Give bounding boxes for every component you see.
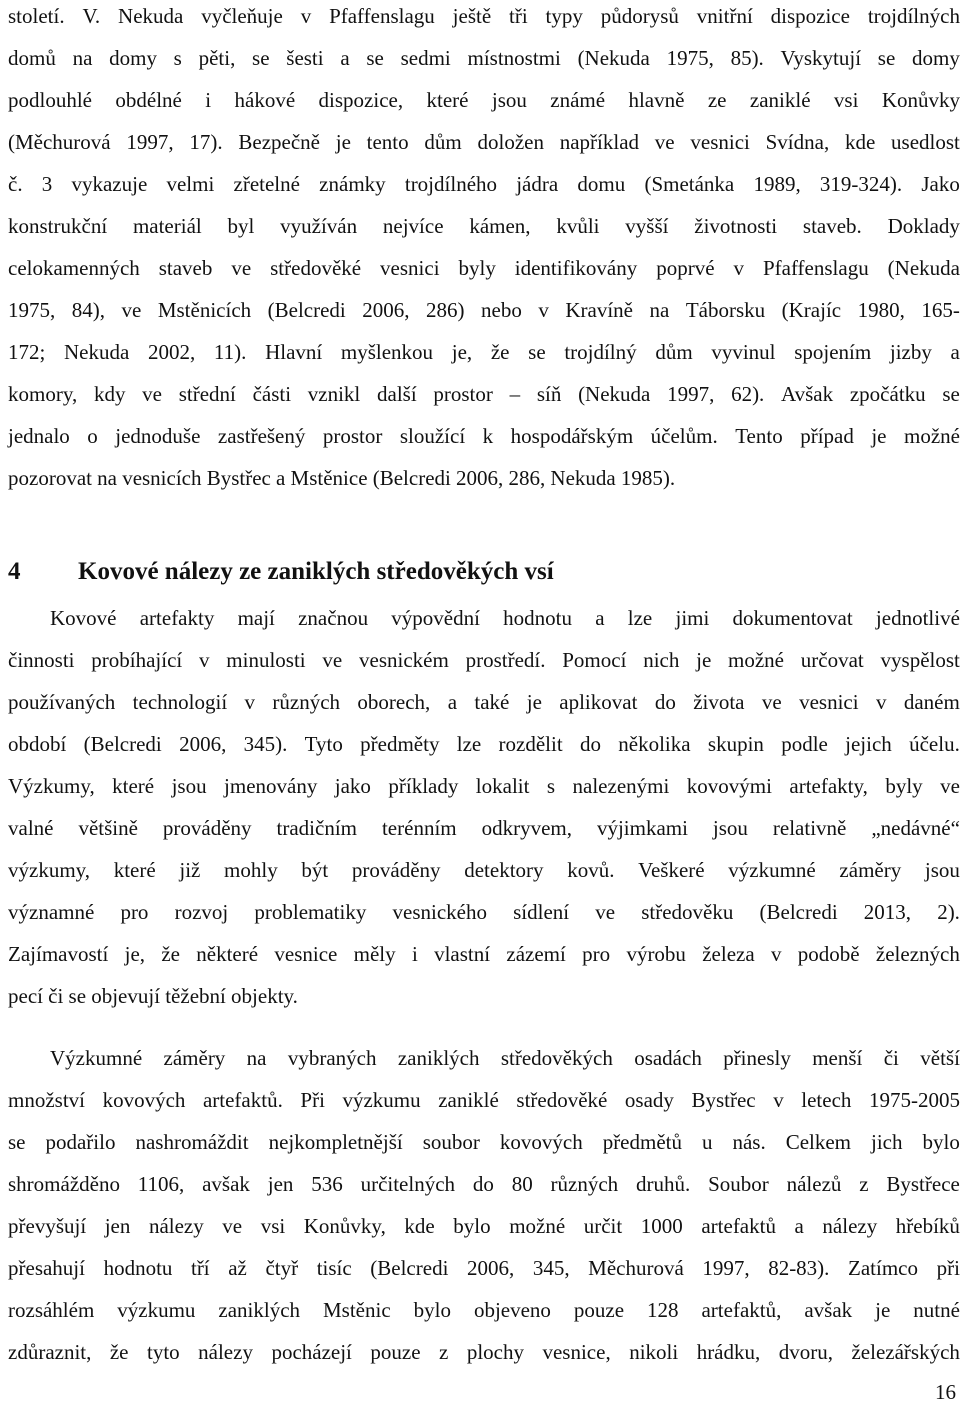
text-line: období (Belcredi 2006, 345). Tyto předměty lze rozdělit do několika skupin podle jejich účelu. (8, 732, 960, 756)
text-line: komory, kdy ve střední části vznikl další prostor – síň (Nekuda 1997, 62). Avšak zpočátku se (8, 382, 960, 406)
text-line: používaných technologií v různých oborech, a také je aplikovat do života ve vesnici v daném (8, 690, 960, 714)
text-line: celokamenných staveb ve středověké vesnici byly identifikovány poprvé v Pfaffenslagu (Nekuda (8, 256, 960, 280)
text-line: rozsáhlém výzkumu zaniklých Mstěnic bylo objeveno pouze 128 artefaktů, avšak je nutné (8, 1298, 960, 1322)
text-line: pozorovat na vesnicích Bystřec a Mstěnice (Belcredi 2006, 286, Nekuda 1985). (8, 466, 676, 490)
text-line: podlouhlé obdélné i hákové dispozice, které jsou známé hlavně ze zaniklé vsi Konůvky (8, 88, 960, 112)
section-title: Kovové nálezy ze zaniklých středověkých vsí (78, 558, 554, 585)
text-line: převyšují jen nálezy ve vsi Konůvky, kde bylo možné určit 1000 artefaktů a nálezy hřebíků (8, 1214, 960, 1238)
text-line: domů na domy s pěti, se šesti a se sedmi místnostmi (Nekuda 1975, 85). Vyskytují se domy (8, 46, 960, 70)
text-line: konstrukční materiál byl využíván nejvíce kámen, kvůli vyšší životnosti staveb. Doklady (8, 214, 960, 238)
text-line: jednalo o jednoduše zastřešený prostor sloužící k hospodářským účelům. Tento případ je možné (8, 424, 960, 448)
text-line: činnosti probíhající v minulosti ve vesnickém prostředí. Pomocí nich je možné určovat vyspělost (8, 648, 960, 672)
text-line: shromážděno 1106, avšak jen 536 určitelných do 80 různých druhů. Soubor nálezů z Bystřece (8, 1172, 960, 1196)
text-line: století. V. Nekuda vyčleňuje v Pfaffenslagu ještě tři typy půdorysů vnitřní dispozice trojdílných (8, 4, 960, 28)
text-line: Výzkumné záměry na vybraných zaniklých středověkých osadách přinesly menší či větší (50, 1046, 960, 1070)
page-number: 16 (935, 1380, 956, 1404)
text-line: množství kovových artefaktů. Při výzkumu zaniklé středověké osady Bystřec v letech 1975-2005 (8, 1088, 960, 1112)
text-line: zdůraznit, že tyto nálezy pocházejí pouze z plochy vesnice, nikoli hrádku, dvoru, železářských (8, 1340, 960, 1364)
text-line: významné pro rozvoj problematiky vesnického sídlení ve středověku (Belcredi 2013, 2). (8, 900, 960, 924)
text-line: výzkumy, které již mohly být prováděny detektory kovů. Veškeré výzkumné záměry jsou (8, 858, 960, 882)
text-line: přesahují hodnotu tří až čtyř tisíc (Belcredi 2006, 345, Měchurová 1997, 82-83). Zatímco při (8, 1256, 960, 1280)
text-line: Výzkumy, které jsou jmenovány jako příklady lokalit s nalezenými kovovými artefakty, byly ve (8, 774, 960, 798)
text-line: 1975, 84), ve Mstěnicích (Belcredi 2006, 286) nebo v Kravíně na Táborsku (Krajíc 1980, 165- (8, 298, 960, 322)
text-line: valné většině prováděny tradičním terénním odkryvem, výjimkami jsou relativně „nedávné“ (8, 816, 960, 840)
text-line: pecí či se objevují těžební objekty. (8, 984, 298, 1008)
text-line: 172; Nekuda 2002, 11). Hlavní myšlenkou je, že se trojdílný dům vyvinul spojením jizby a (8, 340, 960, 364)
section-number: 4 (8, 558, 21, 585)
text-line: se podařilo nashromáždit nejkompletnější soubor kovových předmětů u nás. Celkem jich bylo (8, 1130, 960, 1154)
text-line: (Měchurová 1997, 17). Bezpečně je tento dům doložen například ve vesnici Svídna, kde usedlost (8, 130, 960, 154)
text-line: Kovové artefakty mají značnou výpovědní hodnotu a lze jimi dokumentovat jednotlivé (50, 606, 960, 630)
text-line: Zajímavostí je, že některé vesnice měly i vlastní zázemí pro výrobu železa v podobě železných (8, 942, 960, 966)
section-heading (8, 556, 554, 588)
text-line: č. 3 vykazuje velmi zřetelné známky trojdílného jádra domu (Smetánka 1989, 319-324). Jako (8, 172, 960, 196)
